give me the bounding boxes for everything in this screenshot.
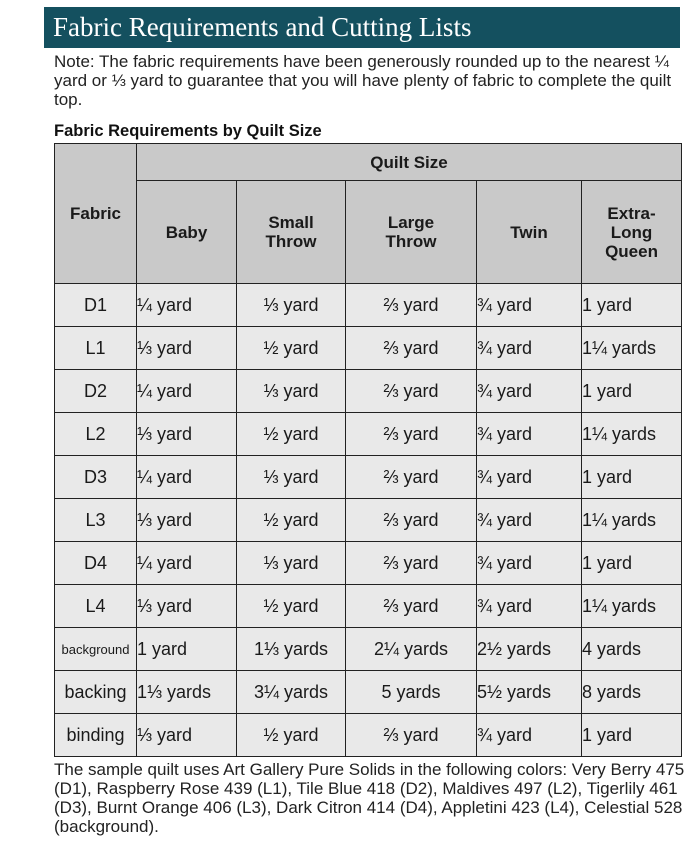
- table-row: [55, 327, 682, 370]
- yardage-cell: 4 yards: [582, 628, 682, 671]
- yardage-cell: ½ yard: [237, 413, 346, 456]
- yardage-cell: ⅓ yard: [137, 327, 237, 370]
- yardage-cell: 1 yard: [582, 370, 682, 413]
- table-row: [55, 671, 682, 714]
- yardage-cell: 1¼ yards: [582, 327, 682, 370]
- size-header-baby: [137, 181, 237, 284]
- yardage-cell: ¼ yard: [137, 456, 237, 499]
- yardage-cell: 5½ yards: [477, 671, 582, 714]
- yardage-cell: ¼ yard: [137, 284, 237, 327]
- quilt-size-header: Quilt Size: [137, 144, 682, 181]
- table-row: [55, 284, 682, 327]
- table-header: [55, 144, 682, 284]
- fabric-requirements-table: [54, 143, 682, 757]
- size-label: Twin: [510, 222, 548, 242]
- yardage-cell: 1⅓ yards: [137, 671, 237, 714]
- header-row-sizes: [55, 181, 682, 284]
- yardage-cell: ⅔ yard: [346, 327, 477, 370]
- rounding-note: Note: The fabric requirements have been generously rounded up to the nearest ¼ yard or ⅓ yard to guarantee that you will have plenty of fabric to complete the quilt top.: [54, 52, 672, 109]
- size-header-extra-long-queen: [582, 181, 682, 284]
- table-row: [55, 585, 682, 628]
- yardage-cell: 1 yard: [582, 542, 682, 585]
- fabric-cell: D4: [55, 542, 137, 585]
- yardage-cell: ¾ yard: [477, 370, 582, 413]
- fabric-cell: L2: [55, 413, 137, 456]
- table-row: [55, 542, 682, 585]
- yardage-cell: 1 yard: [582, 284, 682, 327]
- size-header-small-throw: [237, 181, 346, 284]
- table-body: [55, 284, 682, 757]
- yardage-cell: 1 yard: [137, 628, 237, 671]
- yardage-cell: ¾ yard: [477, 456, 582, 499]
- fabric-cell: backing: [55, 671, 137, 714]
- yardage-cell: ½ yard: [237, 714, 346, 757]
- yardage-cell: ⅓ yard: [137, 499, 237, 542]
- yardage-cell: 2½ yards: [477, 628, 582, 671]
- yardage-cell: ¾ yard: [477, 714, 582, 757]
- yardage-cell: ¾ yard: [477, 585, 582, 628]
- yardage-cell: ⅓ yard: [137, 585, 237, 628]
- yardage-cell: ½ yard: [237, 585, 346, 628]
- yardage-cell: ⅓ yard: [237, 370, 346, 413]
- yardage-cell: ⅔ yard: [346, 456, 477, 499]
- table-caption: Fabric Requirements by Quilt Size: [54, 122, 322, 140]
- table-row: [55, 413, 682, 456]
- size-header-large-throw: [346, 181, 477, 284]
- fabric-cell: binding: [55, 714, 137, 757]
- yardage-cell: ½ yard: [237, 499, 346, 542]
- yardage-cell: ¼ yard: [137, 542, 237, 585]
- yardage-cell: ⅔ yard: [346, 370, 477, 413]
- yardage-cell: ½ yard: [237, 327, 346, 370]
- size-label: Large Throw: [385, 213, 437, 251]
- page-title: Fabric Requirements and Cutting Lists: [44, 7, 680, 48]
- fabric-column-header: Fabric: [55, 144, 137, 284]
- size-header-twin: [477, 181, 582, 284]
- yardage-cell: ¾ yard: [477, 499, 582, 542]
- yardage-cell: 8 yards: [582, 671, 682, 714]
- table-row: [55, 370, 682, 413]
- table-row: [55, 499, 682, 542]
- yardage-cell: 1⅓ yards: [237, 628, 346, 671]
- yardage-cell: ⅔ yard: [346, 284, 477, 327]
- fabric-cell: D2: [55, 370, 137, 413]
- table-row: [55, 628, 682, 671]
- yardage-cell: 1 yard: [582, 456, 682, 499]
- table-row: [55, 714, 682, 757]
- size-label: Extra-Long Queen: [605, 203, 658, 261]
- yardage-cell: ⅔ yard: [346, 413, 477, 456]
- fabric-cell: L4: [55, 585, 137, 628]
- yardage-cell: 1¼ yards: [582, 585, 682, 628]
- yardage-cell: ⅔ yard: [346, 585, 477, 628]
- yardage-cell: ⅓ yard: [237, 542, 346, 585]
- yardage-cell: ⅔ yard: [346, 714, 477, 757]
- yardage-cell: ⅓ yard: [237, 284, 346, 327]
- fabric-cell: D3: [55, 456, 137, 499]
- yardage-cell: 5 yards: [346, 671, 477, 714]
- yardage-cell: ¾ yard: [477, 284, 582, 327]
- yardage-cell: 3¼ yards: [237, 671, 346, 714]
- yardage-cell: ¾ yard: [477, 542, 582, 585]
- yardage-cell: ⅓ yard: [137, 413, 237, 456]
- yardage-cell: 1¼ yards: [582, 499, 682, 542]
- sample-colors-note: The sample quilt uses Art Gallery Pure Solids in the following colors: Very Berry 475 (D1), Raspberry Rose 439 (L1), Tile Blue 418 (D2), Maldives 497 (L2), Tigerlily 461 (D3), Burnt Orange 406 (L3), Dark Citron 414 (D4), Appletini 423 (L4), Celestial 528 (background).: [54, 760, 685, 836]
- yardage-cell: 1 yard: [582, 714, 682, 757]
- yardage-cell: ⅓ yard: [237, 456, 346, 499]
- fabric-cell: background: [55, 628, 137, 671]
- yardage-cell: ⅔ yard: [346, 499, 477, 542]
- yardage-cell: 1¼ yards: [582, 413, 682, 456]
- table-row: [55, 456, 682, 499]
- yardage-cell: ¾ yard: [477, 413, 582, 456]
- yardage-cell: ⅔ yard: [346, 542, 477, 585]
- yardage-cell: 2¼ yards: [346, 628, 477, 671]
- size-label: Baby: [165, 222, 208, 242]
- yardage-cell: ¾ yard: [477, 327, 582, 370]
- yardage-cell: ⅓ yard: [137, 714, 237, 757]
- header-row-quilt-size: [55, 144, 682, 181]
- size-label: Small Throw: [265, 213, 317, 251]
- fabric-cell: L1: [55, 327, 137, 370]
- fabric-cell: L3: [55, 499, 137, 542]
- yardage-cell: ¼ yard: [137, 370, 237, 413]
- fabric-cell: D1: [55, 284, 137, 327]
